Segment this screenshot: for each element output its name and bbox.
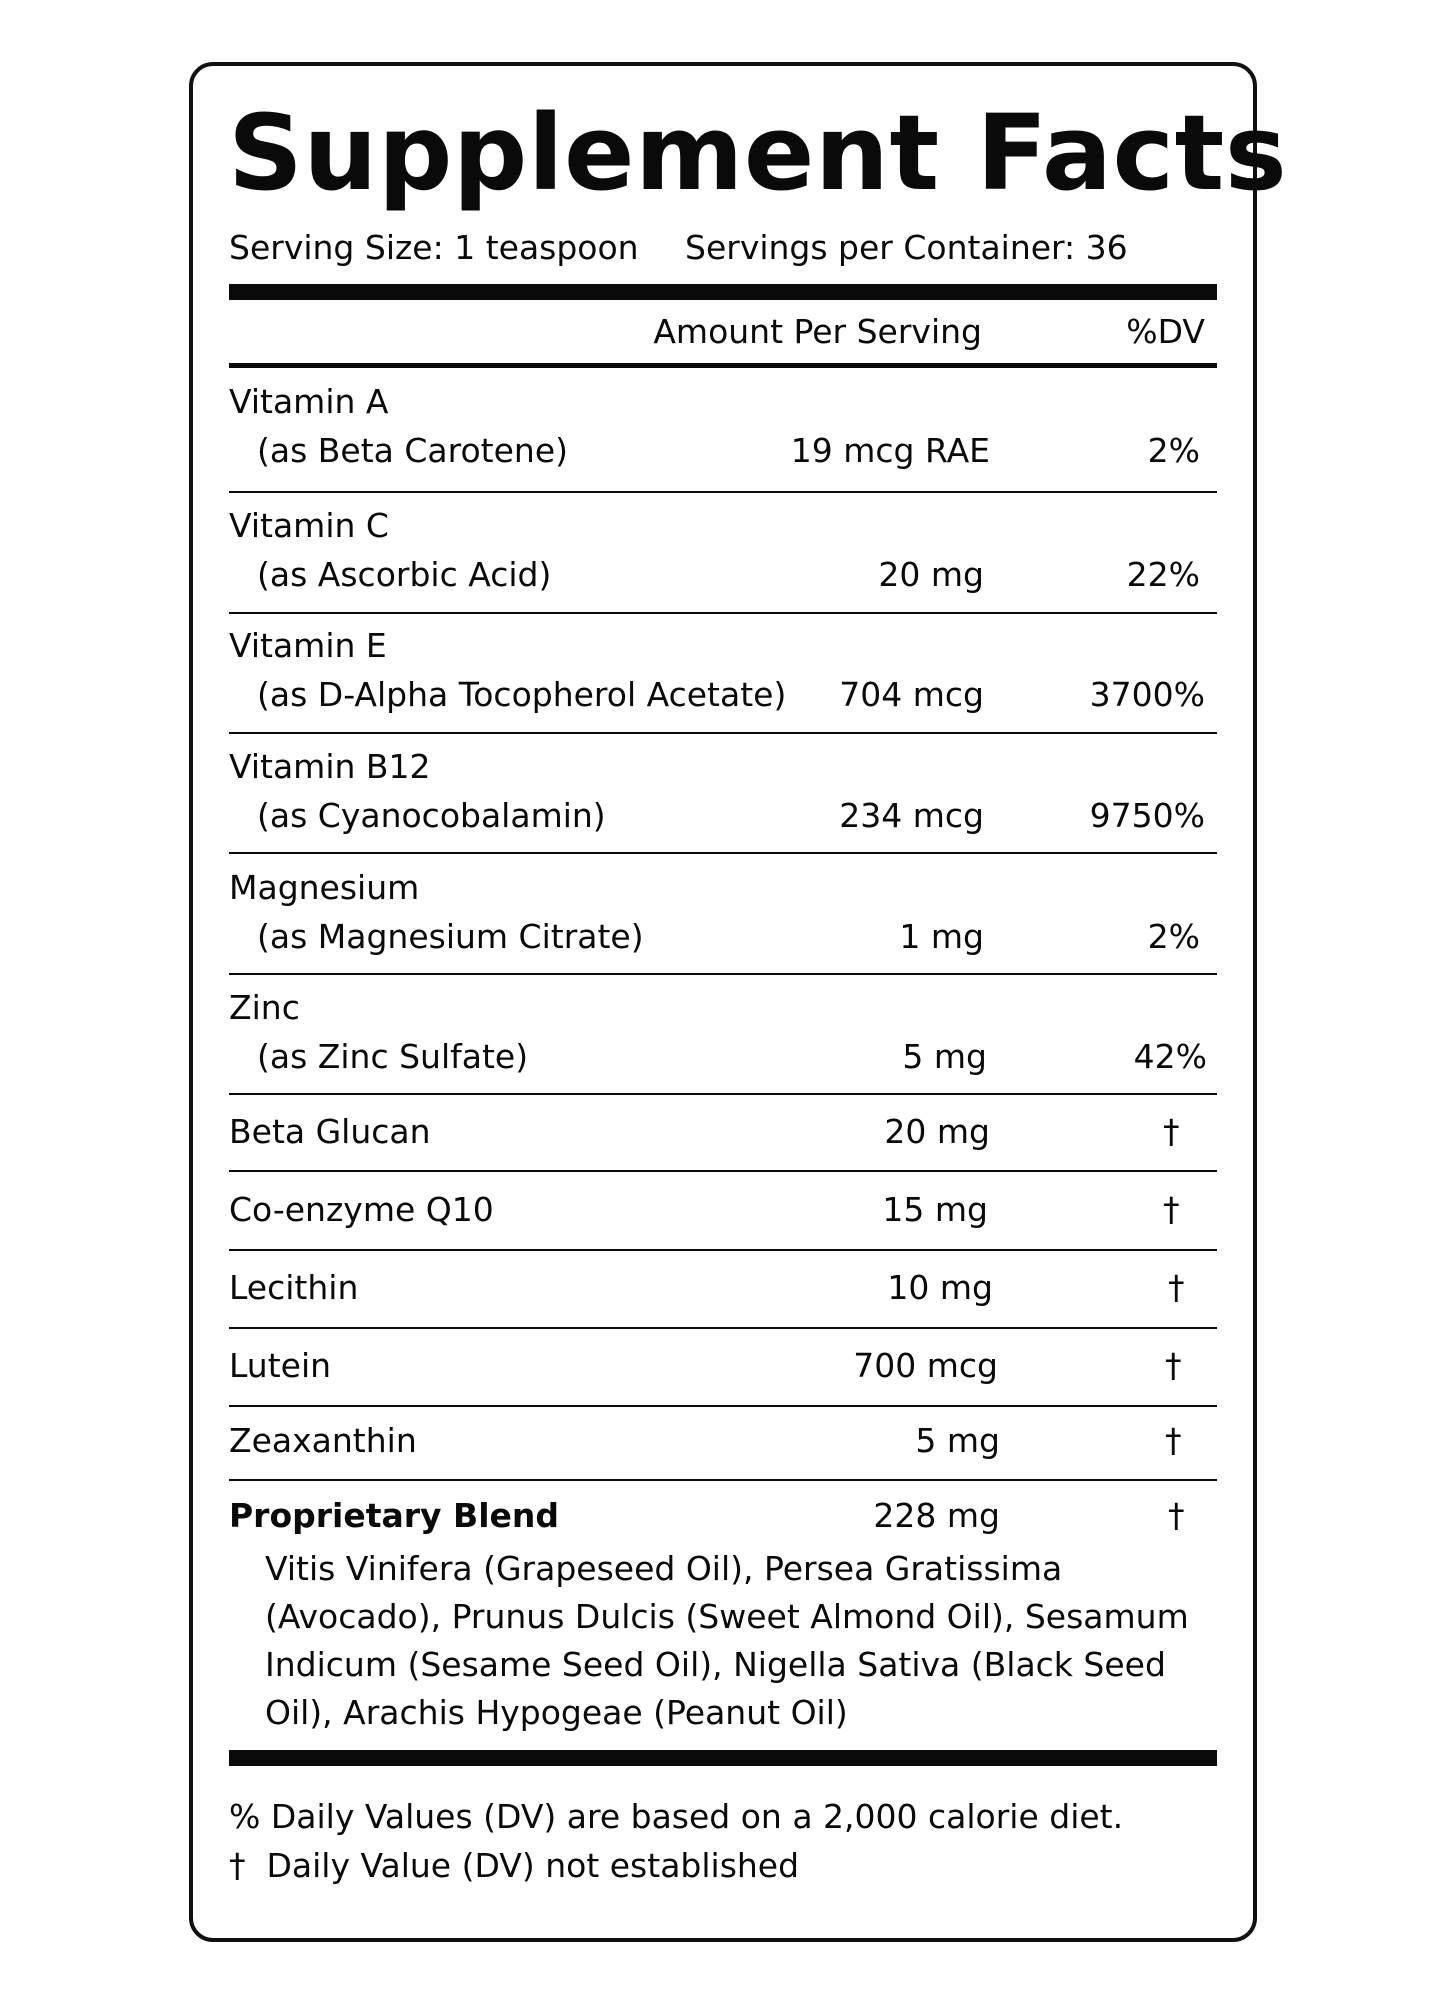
nutrient-amount: 5 mg: [902, 1037, 987, 1076]
nutrient-amount: 704 mcg: [839, 675, 984, 714]
nutrient-dv: 22%: [1126, 555, 1200, 594]
ingredient-name: Lecithin: [229, 1268, 359, 1307]
blend-amount: 228 mg: [873, 1496, 1000, 1535]
row-rule: [229, 1093, 1217, 1095]
nutrient-dv: 2%: [1147, 431, 1200, 470]
top-thick-rule: [229, 284, 1217, 300]
row-rule: [229, 973, 1217, 975]
nutrient-name: Vitamin B12: [229, 747, 431, 786]
nutrient-source: (as Zinc Sulfate): [257, 1037, 529, 1076]
nutrient-amount: 1 mg: [899, 917, 984, 956]
nutrient-dv: 2%: [1147, 917, 1200, 956]
ingredient-name: Lutein: [229, 1346, 332, 1385]
dagger-mark: †: [1168, 1496, 1185, 1535]
ingredient-amount: 20 mg: [884, 1112, 990, 1151]
label-title: Supplement Facts: [228, 92, 1288, 214]
row-rule: [229, 732, 1217, 734]
nutrient-source: (as Ascorbic Acid): [257, 555, 552, 594]
dagger-mark: †: [1163, 1190, 1180, 1229]
row-rule: [229, 852, 1217, 854]
nutrient-source: (as Cyanocobalamin): [257, 796, 606, 835]
ingredient-name: Zeaxanthin: [229, 1421, 417, 1460]
ingredient-name: Co-enzyme Q10: [229, 1190, 494, 1229]
row-rule: [229, 491, 1217, 493]
row-rule: [229, 1479, 1217, 1481]
nutrient-name: Zinc: [229, 988, 300, 1027]
nutrient-source: (as Magnesium Citrate): [257, 917, 644, 956]
nutrient-source: (as Beta Carotene): [257, 431, 569, 470]
nutrient-name: Vitamin E: [229, 626, 387, 665]
nutrient-dv: 3700%: [1089, 675, 1205, 714]
nutrient-name: Magnesium: [229, 868, 420, 907]
servings-per-container: Servings per Container: 36: [685, 228, 1128, 267]
ingredient-amount: 10 mg: [887, 1268, 993, 1307]
nutrient-dv: 9750%: [1089, 796, 1205, 835]
bottom-thick-rule: [229, 1750, 1217, 1766]
row-rule: [229, 1249, 1217, 1251]
dagger-footnote: † Daily Value (DV) not established: [229, 1846, 800, 1885]
ingredient-amount: 15 mg: [882, 1190, 988, 1229]
dagger-mark: †: [1165, 1421, 1182, 1460]
nutrient-source: (as D-Alpha Tocopherol Acetate): [257, 675, 787, 714]
dagger-mark: †: [1168, 1268, 1185, 1307]
col-amount-header: Amount Per Serving: [653, 312, 982, 351]
dagger-mark: †: [1163, 1112, 1180, 1151]
nutrient-dv: 42%: [1133, 1037, 1207, 1076]
ingredient-amount: 700 mcg: [853, 1346, 998, 1385]
row-rule: [229, 1405, 1217, 1407]
ingredient-name: Beta Glucan: [229, 1112, 431, 1151]
ingredient-amount: 5 mg: [915, 1421, 1000, 1460]
col-dv-header: %DV: [1126, 312, 1205, 351]
nutrient-amount: 20 mg: [878, 555, 984, 594]
serving-size: Serving Size: 1 teaspoon: [229, 228, 639, 267]
nutrient-name: Vitamin C: [229, 506, 389, 545]
row-rule: [229, 1170, 1217, 1172]
row-rule: [229, 612, 1217, 614]
row-rule: [229, 1327, 1217, 1329]
blend-name: Proprietary Blend: [229, 1496, 559, 1535]
header-rule: [229, 363, 1217, 368]
nutrient-amount: 234 mcg: [839, 796, 984, 835]
dagger-mark: †: [1165, 1346, 1182, 1385]
nutrient-name: Vitamin A: [229, 382, 389, 421]
dv-footnote: % Daily Values (DV) are based on a 2,000 calorie diet.: [229, 1797, 1124, 1836]
nutrient-amount: 19 mcg RAE: [790, 431, 990, 470]
blend-ingredients: Vitis Vinifera (Grapeseed Oil), Persea Gratissima (Avocado), Prunus Dulcis (Sweet Almond Oil), Sesamum Indicum (Sesame Seed Oil), Nigella Sativa (Black Seed Oil), Arachis Hypogeae (Peanut Oil): [265, 1549, 1189, 1732]
